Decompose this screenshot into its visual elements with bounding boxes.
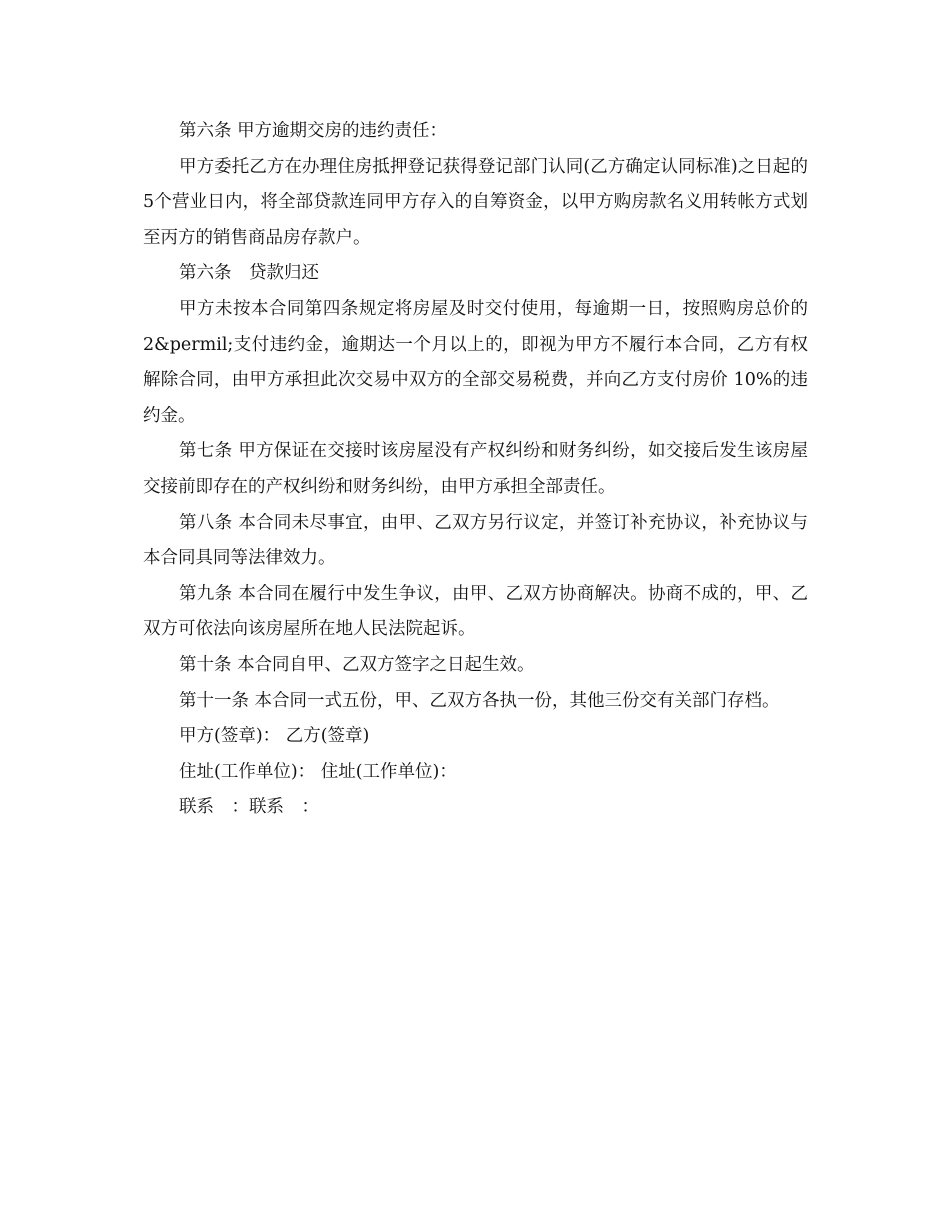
clause-8-text: 第八条 本合同未尽事宜，由甲、乙双方另行议定，并签订补充协议，补充协议与本合同具同等法律效力。 <box>143 512 808 569</box>
clause-11-text: 第十一条 本合同一式五份，甲、乙双方各执一份，其他三份交有关部门存档。 <box>179 690 780 711</box>
clause-6-penalty-text: 甲方未按本合同第四条规定将房屋及时交付使用，每逾期一日，按照购房总价的 2&permil;支付违约金，逾期达一个月以上的，即视为甲方不履行本合同，乙方有权解除合同，由甲方承担此次交易中双方的全部交易税费，并向乙方支付房价 10%的违约金。 <box>143 298 808 426</box>
contact-line: 联系 ：联系 ： <box>179 797 319 818</box>
clause-9-text: 第九条 本合同在履行中发生争议，由甲、乙双方协商解决。协商不成的，甲、乙双方可依法向该房屋所在地人民法院起诉。 <box>143 583 808 640</box>
clause-7-text: 第七条 甲方保证在交接时该房屋没有产权纠纷和财务纠纷，如交接后发生该房屋交接前即存在的产权纠纷和财务纠纷，由甲方承担全部责任。 <box>143 441 808 497</box>
clause-10-text: 第十条 本合同自甲、乙双方签字之日起生效。 <box>179 654 535 675</box>
contract-body <box>143 114 808 826</box>
clause-6-loan-repayment-title: 第六条 贷款归还 <box>179 263 319 284</box>
signature-line: 甲方(签章)： 乙方(签章) <box>179 726 370 747</box>
address-line: 住址(工作单位)： 住址(工作单位)： <box>179 761 457 782</box>
clause-6-title: 第六条 甲方逾期交房的违约责任： <box>179 121 448 141</box>
clause-6-text: 甲方委托乙方在办理住房抵押登记获得登记部门认同(乙方确定认同标准)之日起的5个营业日内，将全部贷款连同甲方存入的自筹资金，以甲方购房款名义用转帐方式划至丙方的销售商品房存款户。 <box>143 156 808 248</box>
